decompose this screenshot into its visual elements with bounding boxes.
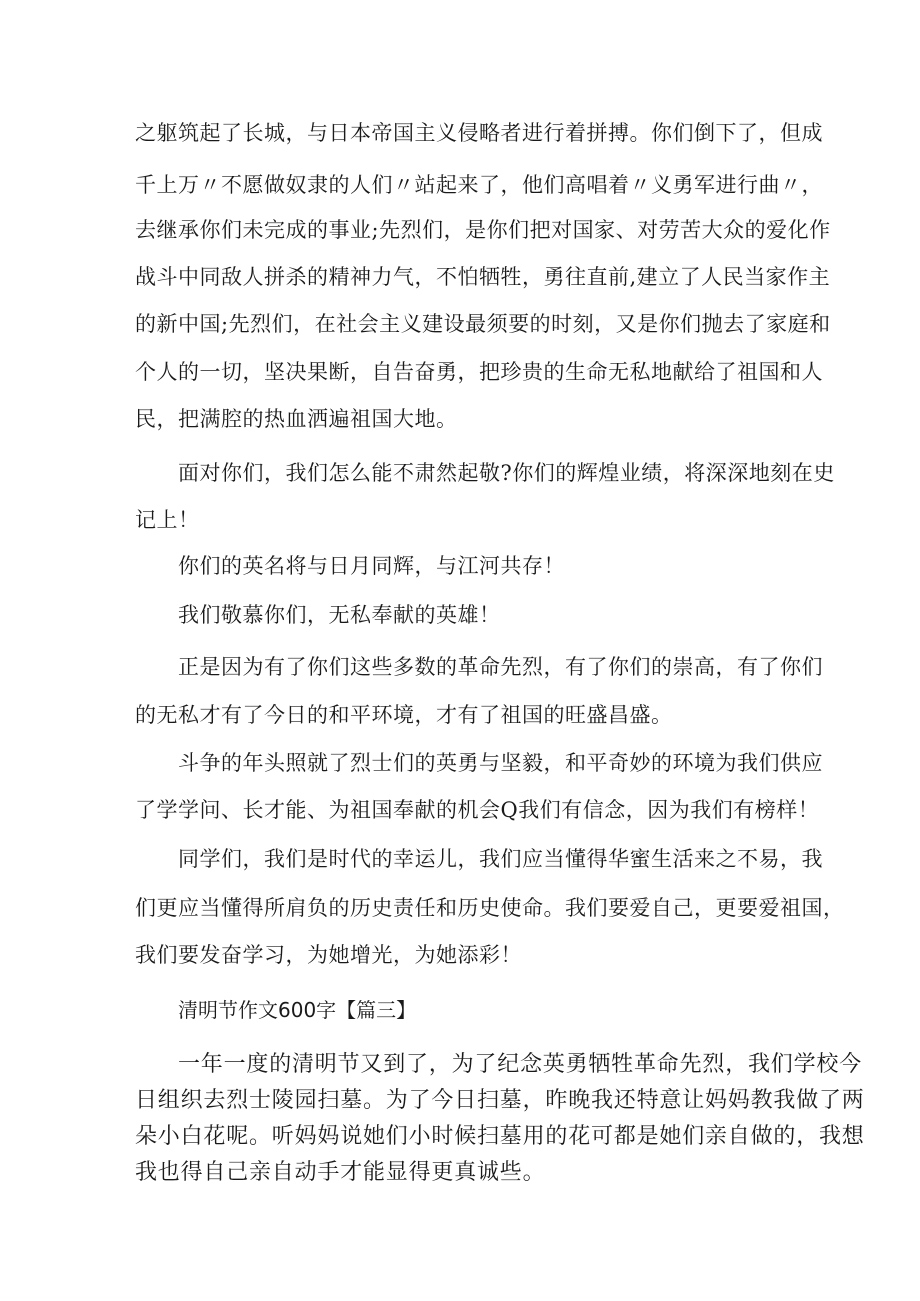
text-line: 记上！ bbox=[135, 508, 200, 532]
text-line: 日组织去烈士陵园扫墓。为了今日扫墓，昨晚我还特意让妈妈教我做了两 bbox=[135, 1088, 865, 1113]
text-line: 的新中国;先烈们，在社会主义建设最须要的时刻，又是你们抛去了家庭和 bbox=[135, 312, 831, 336]
text-line: 斗争的年头照就了烈士们的英勇与坚毅，和平奇妙的环境为我们供应 bbox=[178, 751, 823, 775]
text-line: 千上万〃不愿做奴隶的人们〃站起来了，他们高唱着〃义勇军进行曲〃， bbox=[135, 173, 823, 197]
text-line: 一年一度的清明节又到了，为了纪念英勇牺牲革命先烈，我们学校今 bbox=[178, 1052, 863, 1077]
text-line: 了学学问、长才能、为祖国奉献的机会Q我们有信念，因为我们有榜样！ bbox=[135, 798, 820, 822]
text-line: 的无私才有了今日的和平环境，才有了祖国的旺盛昌盛。 bbox=[135, 703, 673, 727]
text-line: 面对你们，我们怎么能不肃然起敬?你们的辉煌业绩，将深深地刻在史 bbox=[178, 461, 835, 485]
text-line: 之躯筑起了长城，与日本帝国主义侵略者进行着拼搏。你们倒下了，但成 bbox=[135, 121, 823, 145]
text-line: 正是因为有了你们这些多数的革命先烈，有了你们的崇高，有了你们 bbox=[178, 655, 823, 679]
text-line: 朵小白花呢。听妈妈说她们小时候扫墓用的花可都是她们亲自做的，我想 bbox=[135, 1124, 865, 1149]
text-line: 我们要发奋学习，为她增光，为她添彩！ bbox=[135, 943, 522, 967]
text-line: 个人的一切，坚决果断，自告奋勇，把珍贵的生命无私地献给了祖国和人 bbox=[135, 360, 823, 384]
text-line: 我也得自己亲自动手才能显得更真诚些。 bbox=[135, 1160, 546, 1185]
text-line: 民，把满腔的热血洒遍祖国大地。 bbox=[135, 407, 458, 431]
section-heading: 清明节作文600字【篇三】 bbox=[178, 998, 417, 1022]
text-line: 战斗中同敌人拼杀的精神力气，不怕牺牲，勇往直前,建立了人民当家作主 bbox=[135, 265, 831, 289]
text-line: 同学们，我们是时代的幸运儿，我们应当懂得华蜜生活来之不易，我 bbox=[178, 847, 823, 871]
text-line: 去继承你们未完成的事业;先烈们，是你们把对国家、对劳苦大众的爱化作 bbox=[135, 218, 831, 242]
text-line: 们更应当懂得所肩负的历史责任和历史使命。我们要爱自己，更要爱祖国， bbox=[135, 896, 845, 920]
text-line: 我们敬慕你们，无私奉献的英雄！ bbox=[178, 603, 501, 627]
text-line: 你们的英名将与日月同辉，与江河共存！ bbox=[178, 554, 565, 578]
